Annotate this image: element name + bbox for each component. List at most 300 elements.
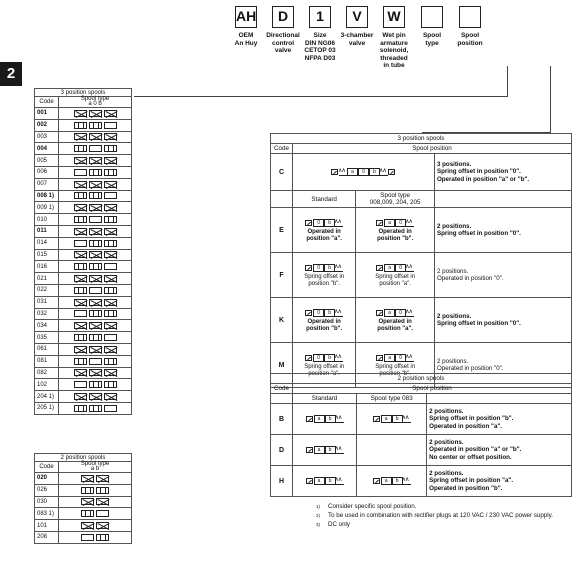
- spool-symbol: [61, 534, 129, 541]
- code-box-label: Wet pin armature solenoid, threaded in tube: [379, 32, 409, 69]
- spool-symbol: [61, 346, 129, 353]
- column-header-code: Code: [35, 462, 59, 473]
- spring-icon: [403, 415, 411, 423]
- valve-box: a: [314, 446, 325, 454]
- spool-code: 061: [35, 343, 59, 355]
- connector-line: [507, 66, 508, 97]
- spool-square: [74, 157, 87, 164]
- code-box-label: 3-chamber valve: [340, 32, 374, 47]
- spool-square: [89, 240, 102, 247]
- spool-square: [89, 263, 102, 270]
- spool-symbol: [61, 216, 129, 223]
- valve-symbol: [305, 264, 343, 272]
- row-code: F: [271, 253, 293, 298]
- valve-cell: [293, 404, 357, 435]
- spool-square: [104, 393, 117, 400]
- section-number: 2: [0, 62, 22, 86]
- spool-type-cell: [59, 332, 132, 344]
- spool-square: [104, 192, 117, 199]
- valve-box: 0: [313, 309, 324, 317]
- spool-square: [89, 310, 102, 317]
- position-description: 2 positions. Operated in position "a" or "b". No center or offset position.: [427, 435, 572, 466]
- spool-square: [89, 228, 102, 235]
- row-code: M: [271, 343, 293, 388]
- spool-symbol: [61, 122, 129, 129]
- table-caption: 3 position spools: [271, 134, 572, 144]
- spool-square: [96, 487, 109, 494]
- solenoid-icon: [305, 220, 312, 226]
- spool-square: [89, 322, 102, 329]
- table-row: [35, 225, 132, 237]
- spool-square: [96, 498, 109, 505]
- spool-square: [81, 534, 94, 541]
- spool-square: [74, 369, 87, 376]
- spool-symbol: [61, 487, 129, 494]
- spool-type-cell: [59, 273, 132, 285]
- valve-symbol: [373, 415, 411, 423]
- spool-code: 011: [35, 225, 59, 237]
- subheader-spool-type: Spool type 008,009, 204, 205: [356, 191, 435, 208]
- table-row: [35, 332, 132, 344]
- spool-square: [74, 405, 87, 412]
- valve-box: a: [384, 264, 395, 272]
- valve-caption: Spring offset in position "a".: [375, 274, 416, 287]
- valve-caption: Operated in position "b".: [306, 319, 343, 332]
- spring-icon: [406, 354, 414, 362]
- spring-icon: [335, 354, 343, 362]
- code-box: AH: [235, 6, 257, 28]
- spool-code: 101: [35, 520, 59, 532]
- spool-type-cell: [59, 284, 132, 296]
- code-box-label: Directional control valve: [266, 32, 300, 54]
- spool-type-cell: [59, 308, 132, 320]
- spool-square: [74, 263, 87, 270]
- spring-icon: [335, 309, 343, 317]
- valve-cell: [356, 208, 435, 253]
- column-header-code: Code: [35, 97, 59, 108]
- spool-square: [74, 381, 87, 388]
- spool-square: [81, 487, 94, 494]
- spool-code: 014: [35, 237, 59, 249]
- position-description: 2 positions. Spring offset in position "0".: [434, 208, 571, 253]
- spool-type-cell: [59, 261, 132, 273]
- spool-symbol: [61, 310, 129, 317]
- spool-square: [104, 275, 117, 282]
- row-code: D: [271, 435, 293, 466]
- spool-code: 204 1): [35, 391, 59, 403]
- code-box: [459, 6, 481, 28]
- spool-symbol: [61, 393, 129, 400]
- spool-square: [104, 263, 117, 270]
- spring-icon: [335, 264, 343, 272]
- row-code: E: [271, 208, 293, 253]
- spool-square: [89, 204, 102, 211]
- spool-code: 005: [35, 155, 59, 167]
- spool-square: [104, 369, 117, 376]
- table-row: [35, 379, 132, 391]
- spool-code: 009 1): [35, 202, 59, 214]
- spool-symbol: [61, 381, 129, 388]
- spool-symbol: [61, 204, 129, 211]
- spool-square: [74, 275, 87, 282]
- subheader-standard: Standard: [293, 191, 356, 208]
- spool-square: [96, 522, 109, 529]
- spool-square: [89, 381, 102, 388]
- valve-caption: Spring offset in position "b".: [304, 274, 345, 287]
- spool-square: [104, 110, 117, 117]
- table-row: [35, 237, 132, 249]
- valve-symbol: [373, 477, 411, 485]
- spool-square: [89, 287, 102, 294]
- spool-square: [74, 251, 87, 258]
- solenoid-icon: [373, 478, 380, 484]
- spool-square: [74, 240, 87, 247]
- table-caption: 2 position spools: [35, 454, 132, 462]
- spool-type-cell: [59, 131, 132, 143]
- spool-code: 003: [35, 131, 59, 143]
- valve-cell: [357, 466, 427, 497]
- valve-symbol: [376, 354, 414, 362]
- spool-symbol: [61, 157, 129, 164]
- spool-symbol: [61, 287, 129, 294]
- spool-square: [89, 169, 102, 176]
- spool-symbol: [61, 192, 129, 199]
- valve-cell: [293, 435, 357, 466]
- spring-icon: [403, 477, 411, 485]
- column-header-spool-type: [59, 97, 132, 108]
- solenoid-icon: [305, 265, 312, 271]
- spool-square: [74, 192, 87, 199]
- spool-code: 032: [35, 308, 59, 320]
- spool-symbol: [61, 145, 129, 152]
- code-box-label: Spool type: [422, 32, 442, 47]
- spool-type-cell: [59, 166, 132, 178]
- spool-type-cell: [59, 484, 132, 496]
- valve-symbol-3pos: ∧∧ a 0 b ∧∧: [293, 154, 435, 191]
- spool-type-cell: [59, 143, 132, 155]
- right-2pos-position-table: [270, 373, 572, 497]
- position-description: 2 positions. Spring offset in position "a". Operated in position "b".: [427, 466, 572, 497]
- footnote-text: DC only: [328, 521, 351, 528]
- table-row: [35, 531, 132, 543]
- valve-box: a: [384, 309, 395, 317]
- spool-code: 008 1): [35, 190, 59, 202]
- spool-square: [89, 216, 102, 223]
- spool-square: [89, 157, 102, 164]
- position-description: 2 positions. Operated in position "0".: [434, 343, 571, 388]
- valve-box: a: [314, 477, 325, 485]
- subheader-spool-type: Spool type 083: [357, 394, 427, 404]
- valve-caption: Operated in position "b".: [377, 229, 414, 242]
- spool-square: [104, 358, 117, 365]
- solenoid-icon: [306, 416, 313, 422]
- right-3pos-position-table: [270, 133, 572, 388]
- valve-box: b: [324, 309, 335, 317]
- spool-square: [74, 228, 87, 235]
- spool-type-cell: [59, 355, 132, 367]
- spool-symbol: [61, 240, 129, 247]
- valve-box: b: [392, 477, 403, 485]
- valve-cell: [293, 298, 356, 343]
- valve-caption: Spring offset in position "a".: [304, 364, 345, 377]
- spool-type-cell: [59, 496, 132, 508]
- spool-square: [89, 369, 102, 376]
- row-code: K: [271, 298, 293, 343]
- left-3pos-spool-table: [34, 88, 132, 415]
- spool-square: [104, 322, 117, 329]
- spool-square: [104, 133, 117, 140]
- valve-box: 0: [395, 264, 406, 272]
- footnote-text: Consider specific spool position.: [328, 503, 417, 510]
- spool-square: [104, 334, 117, 341]
- footnotes: [316, 503, 576, 530]
- valve-symbol: [305, 219, 343, 227]
- code-box-label: OEM An Huy: [234, 32, 258, 47]
- spool-code: 001: [35, 108, 59, 120]
- spool-code: 034: [35, 320, 59, 332]
- spool-symbol: [61, 475, 129, 482]
- spool-square: [104, 157, 117, 164]
- column-header-code: Code: [271, 144, 293, 154]
- valve-caption: Spring offset in position "b".: [375, 364, 416, 377]
- spool-code: 022: [35, 284, 59, 296]
- spool-square: [104, 287, 117, 294]
- valve-cell: [357, 435, 427, 466]
- spool-code: 026: [35, 484, 59, 496]
- spool-symbol: [61, 228, 129, 235]
- spool-symbol: [61, 263, 129, 270]
- table-row: [35, 178, 132, 190]
- row-code: C: [271, 154, 293, 191]
- spool-square: [89, 181, 102, 188]
- spool-type-cell: [59, 190, 132, 202]
- left-2pos-spool-table: [34, 453, 132, 544]
- valve-box: 0: [313, 264, 324, 272]
- spool-square: [81, 522, 94, 529]
- spool-type-cell: [59, 296, 132, 308]
- spool-type-cell: [59, 379, 132, 391]
- valve-cell: [356, 253, 435, 298]
- table-row: [35, 296, 132, 308]
- valve-cell: [293, 466, 357, 497]
- spool-square: [89, 133, 102, 140]
- spring-icon: [335, 219, 343, 227]
- valve-caption: Operated in position "a".: [306, 229, 343, 242]
- spool-code: 082: [35, 367, 59, 379]
- spool-type-cell: [59, 155, 132, 167]
- valve-symbol: [306, 415, 344, 423]
- code-box: V: [346, 6, 368, 28]
- valve-box: 0: [395, 309, 406, 317]
- spool-square: [89, 358, 102, 365]
- spool-square: [74, 181, 87, 188]
- spool-square: [89, 122, 102, 129]
- position-description: 2 positions. Spring offset in position "b". Operated in position "a".: [427, 404, 572, 435]
- spool-square: [81, 475, 94, 482]
- spool-square: [96, 534, 109, 541]
- valve-box: b: [325, 415, 336, 423]
- spool-symbol: [61, 110, 129, 117]
- valve-box: 0: [313, 354, 324, 362]
- column-header-code: Code: [271, 384, 293, 394]
- spool-square: [74, 322, 87, 329]
- spool-square: [89, 405, 102, 412]
- spool-symbol: [61, 251, 129, 258]
- solenoid-icon: [306, 447, 313, 453]
- table-row: [35, 261, 132, 273]
- valve-symbol: [306, 477, 344, 485]
- table-row: [271, 298, 572, 343]
- spool-square: [104, 299, 117, 306]
- code-box-label: Spool position: [457, 32, 483, 47]
- table-row: [35, 520, 132, 532]
- spool-symbol: [61, 522, 129, 529]
- spool-square: [89, 393, 102, 400]
- spool-type-label: Spool type: [80, 96, 110, 102]
- spool-symbol: [61, 181, 129, 188]
- footnote-mark: 2): [316, 513, 321, 518]
- spool-symbol: [61, 510, 129, 517]
- spool-type-cell: [59, 249, 132, 261]
- table-caption: 2 position spools: [271, 374, 572, 384]
- table-row: [271, 208, 572, 253]
- spool-code: 208: [35, 531, 59, 543]
- table-row: [271, 404, 572, 435]
- valve-cell: [293, 208, 356, 253]
- valve-symbol: [306, 446, 344, 454]
- spool-symbol: [61, 369, 129, 376]
- position-description: 2 positions. Operated in position "0".: [434, 253, 571, 298]
- spool-square: [89, 251, 102, 258]
- spool-square: [104, 240, 117, 247]
- valve-box: b: [324, 264, 335, 272]
- valve-box: 0: [313, 219, 324, 227]
- spool-code: 081: [35, 355, 59, 367]
- table-row: [35, 214, 132, 226]
- spool-type-cell: [59, 214, 132, 226]
- table-row: [35, 391, 132, 403]
- spool-code: 102: [35, 379, 59, 391]
- spool-code: 010: [35, 214, 59, 226]
- table-row: [35, 473, 132, 485]
- spool-type-cell: [59, 178, 132, 190]
- table-row: [35, 190, 132, 202]
- spool-square: [104, 181, 117, 188]
- code-box: W: [383, 6, 405, 28]
- spool-square: [89, 299, 102, 306]
- spool-square: [104, 122, 117, 129]
- table-row: [271, 466, 572, 497]
- table-row: [35, 249, 132, 261]
- spool-square: [104, 145, 117, 152]
- spool-square: [74, 122, 87, 129]
- solenoid-icon: [376, 265, 383, 271]
- code-box: D: [272, 6, 294, 28]
- solenoid-icon: [376, 355, 383, 361]
- table-row: [35, 367, 132, 379]
- footnote-mark: 1): [316, 504, 321, 509]
- spool-type-cell: [59, 320, 132, 332]
- footnote: [316, 503, 576, 511]
- spool-type-cell: [59, 119, 132, 131]
- spool-type-cell: [59, 508, 132, 520]
- valve-symbol: [376, 309, 414, 317]
- spool-code: 031: [35, 296, 59, 308]
- spool-square: [104, 381, 117, 388]
- code-box: [421, 6, 443, 28]
- spool-code: 006: [35, 166, 59, 178]
- spool-symbol: [61, 322, 129, 329]
- footnote: [316, 512, 576, 520]
- valve-cell: [357, 404, 427, 435]
- spool-square: [74, 169, 87, 176]
- valve-box: a: [381, 415, 392, 423]
- table-row: [35, 308, 132, 320]
- valve-box: b: [392, 415, 403, 423]
- solenoid-icon: [306, 478, 313, 484]
- valve-symbol: [376, 219, 414, 227]
- spool-square: [96, 475, 109, 482]
- spool-code: 015: [35, 249, 59, 261]
- table-row: [35, 119, 132, 131]
- spool-type-cell: [59, 367, 132, 379]
- table-row: [35, 166, 132, 178]
- valve-cell: [356, 298, 435, 343]
- spool-code: 016: [35, 261, 59, 273]
- spool-symbol: [61, 169, 129, 176]
- table-row: [35, 496, 132, 508]
- table-row: [35, 143, 132, 155]
- valve-cell: [293, 253, 356, 298]
- spring-icon: [336, 415, 344, 423]
- spool-code: 083 1): [35, 508, 59, 520]
- spool-symbol: [61, 358, 129, 365]
- solenoid-icon: [376, 220, 383, 226]
- table-row: [35, 508, 132, 520]
- table-row: [271, 435, 572, 466]
- spool-code: 002: [35, 119, 59, 131]
- solenoid-icon: [376, 310, 383, 316]
- spool-square: [104, 228, 117, 235]
- spool-square: [89, 346, 102, 353]
- table-row: [35, 131, 132, 143]
- valve-symbol: [376, 264, 414, 272]
- row-code: B: [271, 404, 293, 435]
- table-row: [35, 273, 132, 285]
- table-row: [35, 108, 132, 120]
- spring-icon: [336, 446, 344, 454]
- spool-square: [89, 275, 102, 282]
- spool-type-cell: [59, 237, 132, 249]
- valve-box: a: [381, 477, 392, 485]
- spool-square: [74, 145, 87, 152]
- spool-square: [74, 299, 87, 306]
- spool-square: [74, 334, 87, 341]
- table-row: [35, 343, 132, 355]
- spool-square: [81, 498, 94, 505]
- spool-type-cell: [59, 391, 132, 403]
- table-row: [35, 355, 132, 367]
- spool-code: 021: [35, 273, 59, 285]
- spool-square: [74, 133, 87, 140]
- valve-box: 0: [395, 219, 406, 227]
- spool-symbol: [61, 334, 129, 341]
- position-description: 3 positions. Spring offset in position "0". Operated in position "a" or "b".: [434, 154, 571, 191]
- solenoid-icon: [305, 310, 312, 316]
- spool-square: [89, 145, 102, 152]
- spool-type-cell: [59, 402, 132, 414]
- spool-square: [104, 310, 117, 317]
